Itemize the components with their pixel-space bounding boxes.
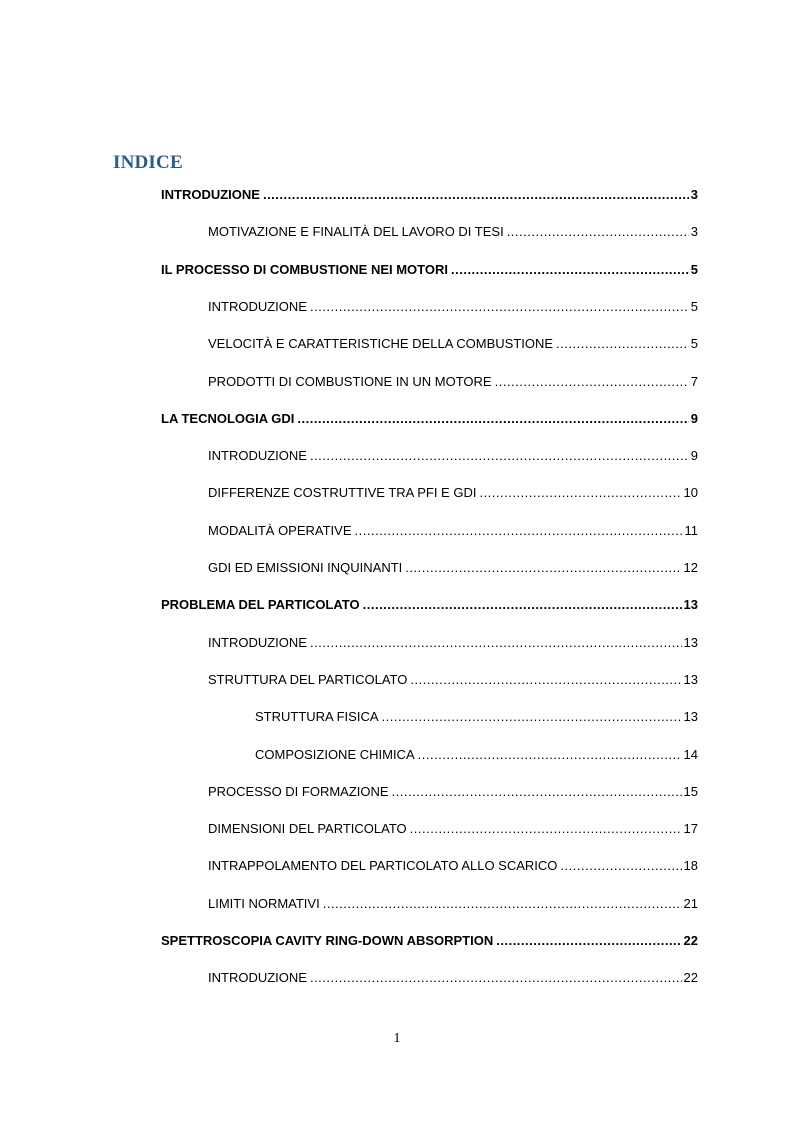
toc-entry-page: 17 — [683, 821, 698, 836]
toc-entry[interactable] — [208, 970, 698, 986]
page-number: 1 — [393, 1031, 401, 1046]
toc-entry-page: 14 — [683, 747, 698, 762]
toc-entry-page: 9 — [690, 448, 698, 463]
toc-entry[interactable] — [161, 597, 698, 613]
toc-entry-title: PROCESSO DI FORMAZIONE — [208, 784, 389, 799]
toc-entry-title: DIMENSIONI DEL PARTICOLATO — [208, 821, 407, 836]
toc-entry[interactable] — [161, 187, 698, 203]
toc-entry[interactable] — [208, 336, 698, 352]
toc-dot-leader — [507, 224, 689, 240]
toc-entry-title: INTRODUZIONE — [208, 635, 307, 650]
toc-entry[interactable] — [208, 485, 698, 501]
toc-entry[interactable] — [208, 523, 698, 539]
toc-dot-leader — [495, 374, 689, 390]
toc-entry-title: GDI ED EMISSIONI INQUINANTI — [208, 560, 403, 575]
toc-entry-title: COMPOSIZIONE CHIMICA — [255, 747, 415, 762]
toc-entry[interactable] — [208, 448, 698, 464]
toc-entry[interactable] — [161, 933, 698, 949]
toc-dot-leader — [263, 187, 689, 203]
toc-entry-title: LIMITI NORMATIVI — [208, 896, 320, 911]
toc-entry[interactable] — [255, 709, 698, 725]
toc-entry-title: STRUTTURA DEL PARTICOLATO — [208, 672, 408, 687]
toc-entry-page: 5 — [690, 336, 698, 351]
toc-dot-leader — [310, 635, 682, 651]
toc-entry-page: 9 — [690, 411, 698, 426]
toc-entry-title: IL PROCESSO DI COMBUSTIONE NEI MOTORI — [161, 262, 448, 277]
toc-entry[interactable] — [208, 896, 698, 912]
toc-entry[interactable] — [208, 858, 698, 874]
toc-entry[interactable] — [208, 635, 698, 651]
toc-dot-leader — [323, 896, 682, 912]
toc-dot-leader — [355, 523, 683, 539]
toc-entry-page: 18 — [683, 858, 698, 873]
toc-entry[interactable] — [208, 560, 698, 576]
toc-entry-page: 10 — [683, 485, 698, 500]
toc-entry-title: MODALITÀ OPERATIVE — [208, 523, 352, 538]
toc-entry-page: 3 — [690, 224, 698, 239]
toc-dot-leader — [310, 970, 682, 986]
toc-entry-title: DIFFERENZE COSTRUTTIVE TRA PFI E GDI — [208, 485, 477, 500]
toc-entry-page: 15 — [683, 784, 698, 799]
toc-entry-page: 22 — [683, 933, 698, 948]
toc-entry[interactable] — [208, 299, 698, 315]
toc-entry-page: 13 — [683, 597, 698, 612]
toc-dot-leader — [382, 709, 682, 725]
toc-entry-page: 3 — [690, 187, 698, 202]
toc-entry-title: INTRODUZIONE — [208, 970, 307, 985]
toc-dot-leader — [496, 933, 681, 949]
toc-dot-leader — [392, 784, 682, 800]
toc-dot-leader — [297, 411, 688, 427]
toc-entry-page: 21 — [683, 896, 698, 911]
toc-entry-page: 5 — [690, 262, 698, 277]
toc-entry-title: INTRODUZIONE — [208, 299, 307, 314]
toc-entry-title: VELOCITÀ E CARATTERISTICHE DELLA COMBUSTIONE — [208, 336, 554, 351]
toc-dot-leader — [410, 821, 682, 837]
toc-dot-leader — [556, 336, 689, 352]
toc-entry-title: LA TECNOLOGIA GDI — [161, 411, 295, 426]
toc-dot-leader — [310, 448, 689, 464]
toc-entry-page: 12 — [683, 560, 698, 575]
toc-entry-page: 22 — [683, 970, 698, 985]
toc-entry-page: 13 — [683, 709, 698, 724]
toc-dot-leader — [310, 299, 689, 315]
toc-entry[interactable] — [208, 224, 698, 240]
toc-entry-title: MOTIVAZIONE E FINALITÀ DEL LAVORO DI TESI — [208, 224, 504, 239]
toc-entry[interactable] — [161, 411, 698, 427]
toc-entry[interactable] — [255, 747, 698, 763]
toc-entry-title: INTRODUZIONE — [161, 187, 260, 202]
toc-entry-page: 13 — [683, 672, 698, 687]
toc-entry-title: SPETTROSCOPIA CAVITY RING-DOWN ABSORPTION — [161, 933, 494, 948]
toc-dot-leader — [479, 485, 681, 501]
toc-entry-title: INTRODUZIONE — [208, 448, 307, 463]
toc-entry-page: 13 — [683, 635, 698, 650]
toc-entry[interactable] — [208, 784, 698, 800]
toc-heading: INDICE — [113, 152, 183, 173]
toc-entry-title: INTRAPPOLAMENTO DEL PARTICOLATO ALLO SCARICO — [208, 858, 558, 873]
toc-dot-leader — [405, 560, 681, 576]
toc-entry[interactable] — [208, 672, 698, 688]
toc-entry-page: 7 — [690, 374, 698, 389]
toc-entry-title: PRODOTTI DI COMBUSTIONE IN UN MOTORE — [208, 374, 492, 389]
toc-dot-leader — [418, 747, 682, 763]
toc-dot-leader — [451, 262, 689, 278]
toc-entry-page: 5 — [690, 299, 698, 314]
toc-entry[interactable] — [161, 262, 698, 278]
toc-entry[interactable] — [208, 374, 698, 390]
toc-entry-page: 11 — [684, 523, 698, 538]
toc-entry-title: PROBLEMA DEL PARTICOLATO — [161, 597, 360, 612]
toc-entry-title: STRUTTURA FISICA — [255, 709, 379, 724]
toc-dot-leader — [410, 672, 681, 688]
toc-dot-leader — [560, 858, 681, 874]
toc-dot-leader — [363, 597, 682, 613]
toc-entry[interactable] — [208, 821, 698, 837]
